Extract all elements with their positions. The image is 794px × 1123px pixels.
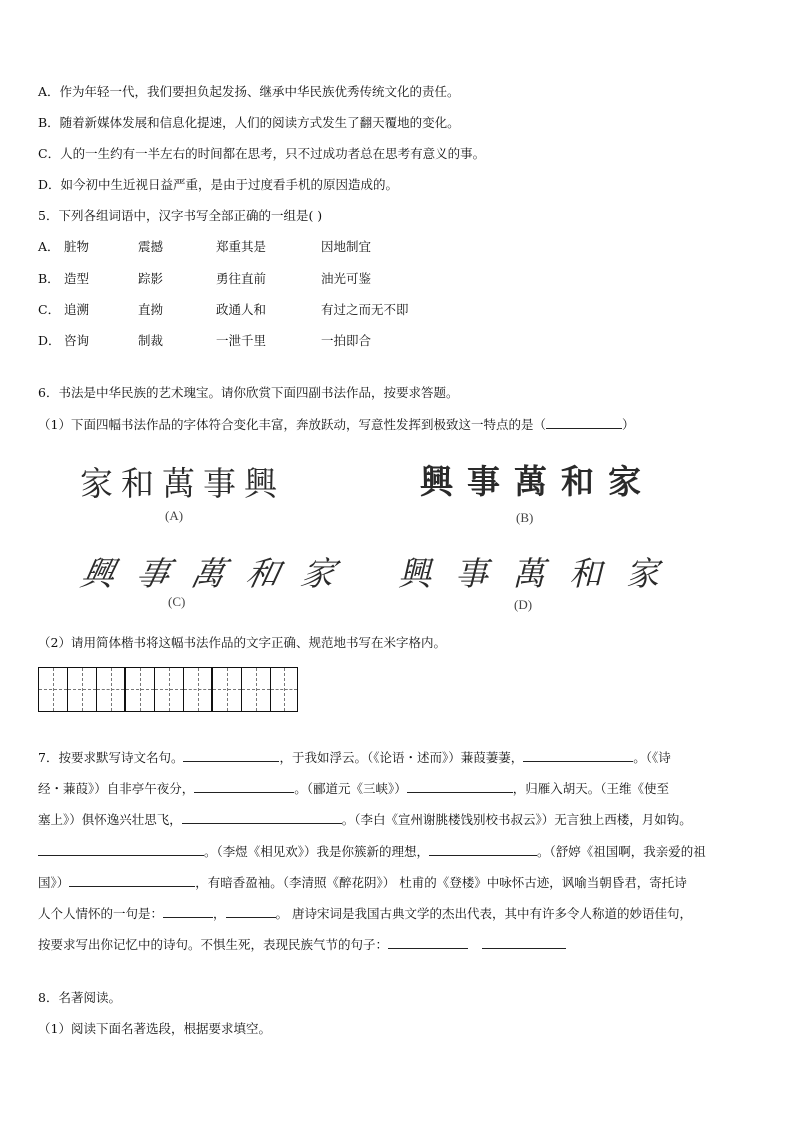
calligraphy-work-b: 興事萬和家 [420, 462, 655, 501]
q7-text: ，于我如浮云。（《论语・述而》）蒹葭萋萋， [279, 750, 524, 765]
q5-stem: 5．下列各组词语中，汉字书写全部正确的一组是( ) [38, 208, 323, 223]
q7-text: 。（舒婷《祖国啊，我亲爱的祖 [537, 844, 706, 859]
q7-text: 。（郦道元《三峡》） [294, 781, 407, 796]
fill-blank[interactable] [182, 811, 342, 824]
q4-option-c: C．人的一生约有一半左右的时间都在思考，只不过成功者总在思考有意义的事。 [38, 146, 486, 161]
fill-blank[interactable] [38, 843, 204, 856]
q5-word: 郑重其是 [216, 239, 267, 254]
q4-option-b: B．随着新媒体发展和信息化提速，人们的阅读方式发生了翻天覆地的变化。 [38, 115, 460, 130]
grid-cell[interactable] [184, 668, 213, 711]
q7-line-6 [38, 905, 692, 922]
q7-text: 。（李白《宣州谢朓楼饯别校书叔云》）无言独上西楼，月如钩。 [341, 812, 692, 827]
q5-word: 一拍即合 [321, 333, 372, 348]
grid-cell[interactable] [271, 668, 297, 711]
q7-line-4 [38, 843, 706, 860]
q6-answer-blank[interactable] [546, 416, 622, 429]
calligraphy-label-a: (A) [165, 508, 184, 523]
fill-blank[interactable] [194, 780, 294, 793]
calligraphy-label-d: (D) [514, 597, 533, 612]
q5-row-label: A． [38, 239, 60, 254]
q5-word: 有过之而无不即 [321, 302, 409, 317]
q7-text: 。（《诗 [633, 750, 671, 765]
q7-text: 经・蒹葭》）自非亭午夜分， [38, 781, 195, 796]
calligraphy-work-d: 興事萬和家 [398, 557, 683, 593]
writing-grid[interactable] [38, 667, 298, 712]
grid-cell[interactable] [39, 668, 68, 711]
q7-text: 7．按要求默写诗文名句。 [38, 750, 184, 765]
calligraphy-label-c: (C) [168, 594, 186, 609]
q5-word: 踪影 [138, 271, 164, 286]
q8-stem: 8．名著阅读。 [38, 990, 121, 1005]
fill-blank[interactable] [482, 936, 566, 949]
q5-row-label: C． [38, 302, 61, 317]
calligraphy-work-c: 興事萬和家 [77, 554, 361, 593]
q5-row-label: B． [38, 271, 60, 286]
grid-cell[interactable] [213, 668, 242, 711]
q7-text: 按要求写出你记忆中的诗句。不惧生死，表现民族气节的句子： [38, 937, 389, 952]
q7-text: 人个人情怀的一句是： [38, 906, 164, 921]
grid-cell[interactable] [68, 668, 97, 711]
calligraphy-work-a: 家和萬事興 [80, 464, 285, 503]
q4-option-d: D．如今初中生近视日益严重，是由于过度看手机的原因造成的。 [38, 177, 399, 192]
calligraphy-label-b: (B) [516, 510, 534, 525]
fill-blank[interactable] [183, 749, 279, 762]
q5-word: 造型 [64, 271, 90, 286]
q6-sub1 [38, 416, 634, 433]
q5-word: 因地制宜 [321, 239, 372, 254]
q5-word: 震撼 [138, 239, 164, 254]
q7-text: 国》） [38, 875, 70, 890]
q7-text: 。（李煜《相见欢》）我是你簇新的理想， [204, 844, 430, 859]
q4-option-a: A．作为年轻一代，我们要担负起发扬、继承中华民族优秀传统文化的责任。 [38, 84, 460, 99]
q5-word: 勇往直前 [216, 271, 267, 286]
q6-sub2: （2）请用简体楷书将这幅书法作品的文字正确、规范地书写在米字格内。 [38, 635, 446, 650]
q7-text: 。 唐诗宋词是我国古典文学的杰出代表，其中有许多令人称道的妙语佳句， [275, 906, 693, 921]
q5-word: 咨询 [64, 333, 90, 348]
fill-blank[interactable] [69, 874, 195, 887]
q5-word: 政通人和 [216, 302, 267, 317]
fill-blank[interactable] [388, 936, 468, 949]
q6-sub1-text: （1）下面四幅书法作品的字体符合变化丰富，奔放跃动，写意性发挥到极致这一特点的是（ [38, 417, 546, 432]
grid-cell[interactable] [97, 668, 126, 711]
q7-text: ，有暗香盈袖。（李清照《醉花阴》） 杜甫的《登楼》中咏怀古迹，讽喻当朝昏君，寄托诗 [195, 875, 687, 890]
q5-word: 制裁 [138, 333, 164, 348]
q5-word: 追溯 [64, 302, 90, 317]
q5-word: 一泄千里 [216, 333, 267, 348]
grid-cell[interactable] [155, 668, 184, 711]
q5-row-label: D． [38, 333, 61, 348]
q6-stem: 6．书法是中华民族的艺术瑰宝。请你欣赏下面四副书法作品，按要求答题。 [38, 385, 459, 400]
fill-blank[interactable] [407, 780, 513, 793]
grid-cell[interactable] [126, 668, 155, 711]
q7-line-3 [38, 811, 692, 828]
q5-word: 脏物 [64, 239, 90, 254]
q7-text: ， [213, 906, 226, 921]
grid-cell[interactable] [242, 668, 271, 711]
fill-blank[interactable] [226, 905, 276, 918]
fill-blank[interactable] [429, 843, 537, 856]
q5-word: 油光可鉴 [321, 271, 372, 286]
q7-text: ，归雁入胡天。（王维《使至 [512, 781, 670, 796]
q7-line-7 [38, 936, 566, 953]
q7-line-2 [38, 780, 669, 797]
fill-blank[interactable] [523, 749, 633, 762]
q5-word: 直拗 [138, 302, 164, 317]
fill-blank[interactable] [163, 905, 213, 918]
q7-text: 塞上》）俱怀逸兴壮思飞， [38, 812, 182, 827]
q6-sub1-close: ） [621, 417, 635, 432]
q7-line-5 [38, 874, 687, 891]
q8-sub1: （1）阅读下面名著选段，根据要求填空。 [38, 1021, 271, 1036]
q7-line-1 [38, 749, 671, 766]
